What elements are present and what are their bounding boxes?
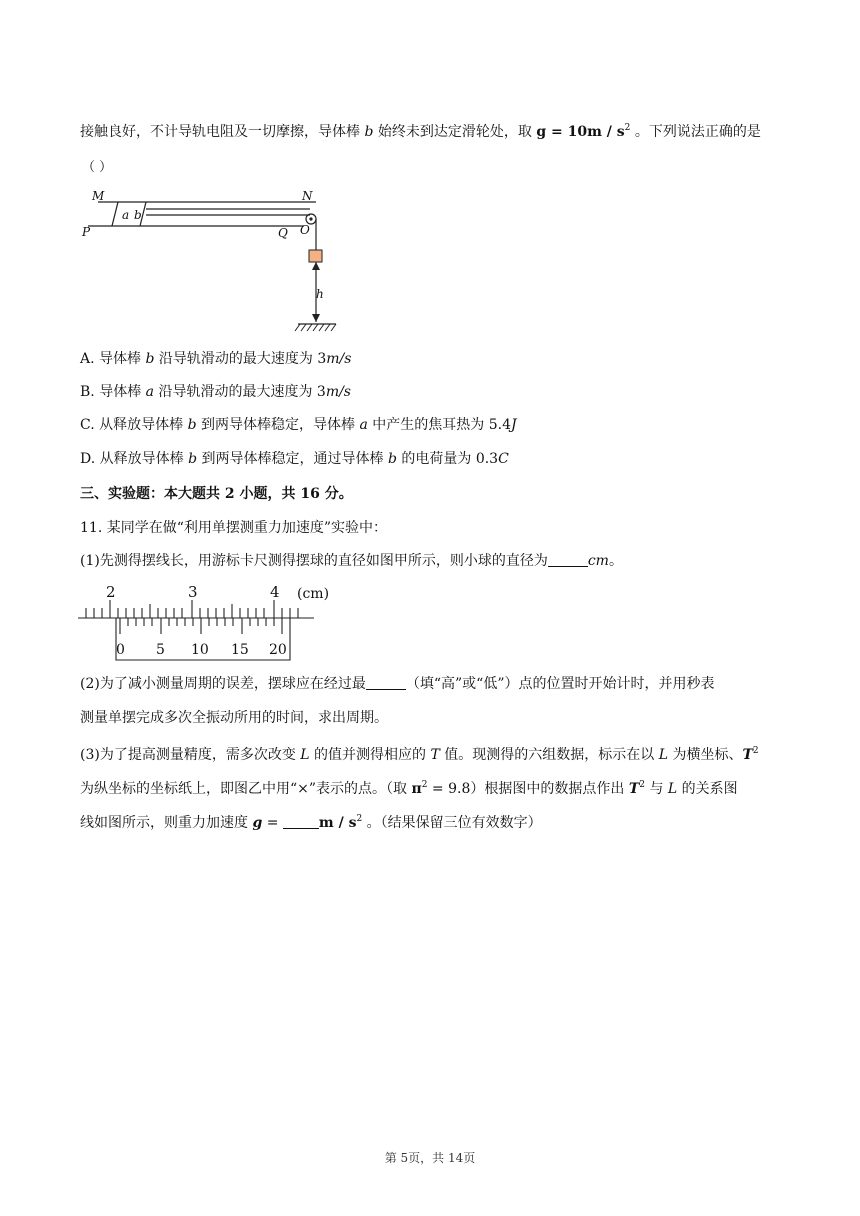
caliper-unit-label: (cm) bbox=[297, 586, 330, 602]
answer-blank-gravity[interactable] bbox=[283, 814, 319, 829]
main-scale-label-2: 2 bbox=[106, 583, 116, 601]
option-b[interactable]: B. 导体棒 a 沿导轨滑动的最大速度为 3m/s bbox=[80, 384, 351, 400]
answer-blank-position[interactable] bbox=[366, 675, 406, 690]
label-O: O bbox=[300, 223, 310, 237]
section-heading: 三、实验题：本大题共 2 小题，共 16 分。 bbox=[80, 486, 353, 502]
label-a: a bbox=[122, 208, 130, 222]
q11-part3-line2: 为纵坐标的坐标纸上，即图乙中用“×”表示的点。（取 $\pi^2 = 9.8$）根据图中的数据点作出 $T^2$ 与 L 的关系图 bbox=[80, 780, 738, 797]
var-b: b bbox=[364, 124, 374, 140]
option-c[interactable]: C. 从释放导体棒 b 到两导体棒稳定，导体棒 a 中产生的焦耳热为 5.4J bbox=[80, 417, 517, 433]
stem-line-1 bbox=[80, 118, 761, 142]
q11-part2-line2: 测量单摆完成多次全振动所用的时间，求出周期。 bbox=[80, 710, 388, 726]
vernier-label-10: 10 bbox=[191, 642, 209, 658]
label-M: M bbox=[92, 189, 105, 203]
g-value: g = 10m / s bbox=[536, 124, 625, 140]
label-b: b bbox=[134, 208, 142, 222]
answer-bracket: （ ） bbox=[82, 160, 113, 175]
label-N: N bbox=[302, 189, 313, 203]
q11-title: 11. 某同学在做“利用单摆测重力加速度”实验中： bbox=[80, 520, 388, 536]
superscript: 2 bbox=[624, 123, 631, 133]
q11-part1: (1)先测得摆线长，用游标卡尺测得摆球的直径如图甲所示，则小球的直径为 cm。 bbox=[80, 553, 623, 569]
page-footer: 第 5页，共 14页 bbox=[384, 1151, 476, 1165]
vernier-label-0: 0 bbox=[116, 642, 125, 658]
q11-part3-line3: 线如图所示，则重力加速度 $g = m / s^2$ 。（结果保留三位有效数字） bbox=[80, 814, 542, 831]
label-h: h bbox=[316, 287, 324, 301]
option-a[interactable]: A. 导体棒 b 沿导轨滑动的最大速度为 3m/s bbox=[80, 351, 352, 367]
main-scale-label-3: 3 bbox=[188, 583, 198, 601]
q11-part3-line1: (3)为了提高测量精度，需多次改变 L 的值并测得相应的 T 值。现测得的六组数据，标示在以 L 为横坐标、$T^2$ bbox=[80, 746, 759, 763]
vernier-label-5: 5 bbox=[156, 642, 165, 658]
rail-pulley-figure bbox=[78, 188, 348, 338]
answer-blank-diameter[interactable] bbox=[548, 552, 588, 567]
option-d[interactable]: D. 从释放导体棒 b 到两导体棒稳定，通过导体棒 b 的电荷量为 0.3C bbox=[80, 451, 509, 467]
q11-part2-line1: (2)为了减小测量周期的误差，摆球应在经过最 （填“高”或“低”）点的位置时开始计时，并用秒表 bbox=[80, 676, 715, 692]
main-scale-label-4: 4 bbox=[270, 583, 280, 601]
stem-text: 始终未到达定滑轮处，取 bbox=[373, 124, 537, 140]
stem-text: 。下列说法正确的是 bbox=[630, 124, 761, 140]
label-Q: Q bbox=[278, 226, 288, 240]
label-P: P bbox=[82, 225, 91, 239]
vernier-label-20: 20 bbox=[269, 642, 287, 658]
stem-text: 接触良好，不计导轨电阻及一切摩擦，导体棒 bbox=[80, 124, 365, 140]
vernier-caliper-figure bbox=[78, 578, 328, 658]
vernier-label-15: 15 bbox=[231, 642, 249, 658]
